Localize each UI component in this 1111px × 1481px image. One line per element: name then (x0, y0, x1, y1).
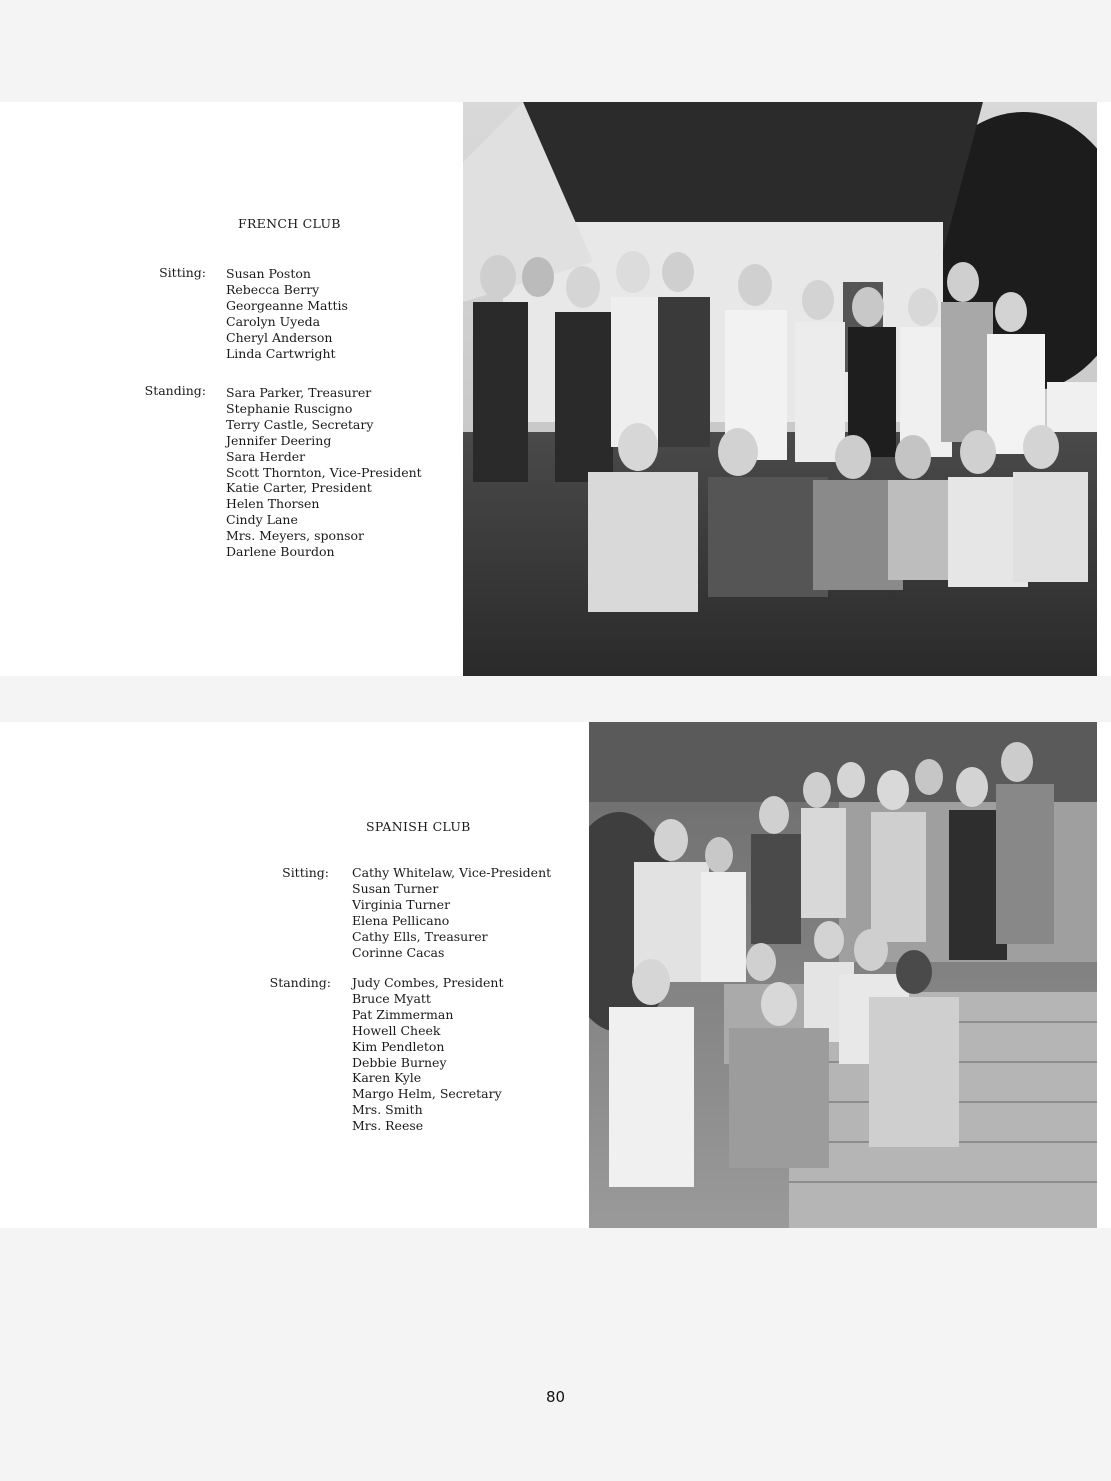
list-item: Linda Cartwright (226, 345, 336, 361)
list-item: Cheryl Anderson (226, 329, 333, 345)
list-item: Cathy Whitelaw, Vice-President (352, 865, 552, 880)
spanish-club-group-photo (589, 722, 1097, 1228)
list-item: Sara Herder (226, 448, 306, 464)
list-item: Margo Helm, Secretary (352, 1086, 502, 1102)
list-item: Howell Cheek (352, 1022, 441, 1038)
list-item: Georgeanne Mattis (226, 297, 348, 313)
list-item: Corinne Cacas (352, 944, 445, 960)
list-item: Elena Pellicano (352, 912, 450, 928)
list-item: Judy Combes, President (352, 975, 504, 990)
list-item: Susan Poston (226, 266, 311, 281)
list-item: Helen Thorsen (226, 496, 320, 512)
list-item: Susan Turner (352, 880, 439, 896)
list-item: Cathy Ells, Treasurer (352, 928, 488, 944)
spanish-standing-list (352, 975, 503, 1134)
list-item: Kim Pendleton (352, 1038, 445, 1054)
list-item: Katie Carter, President (226, 480, 372, 496)
list-item: Stephanie Ruscigno (226, 400, 353, 416)
list-item: Rebecca Berry (226, 281, 320, 297)
french-club-group-photo (463, 102, 1097, 676)
list-item: Sara Parker, Treasurer (226, 385, 372, 400)
list-item: Carolyn Uyeda (226, 313, 321, 329)
list-item: Pat Zimmerman (352, 1006, 454, 1022)
spanish-sitting-list (352, 865, 551, 960)
list-item: Darlene Bourdon (226, 544, 335, 560)
spanish-standing-label: Standing: (269, 975, 331, 990)
list-item: Scott Thornton, Vice-President (226, 464, 422, 480)
list-item: Bruce Myatt (352, 990, 431, 1006)
list-item: Mrs. Reese (352, 1118, 424, 1134)
french-standing-list (226, 385, 422, 560)
list-item: Mrs. Smith (352, 1102, 423, 1118)
list-item: Jennifer Deering (226, 432, 332, 448)
french-sitting-label: Sitting: (159, 265, 206, 280)
list-item: Karen Kyle (352, 1070, 422, 1086)
spanish-sitting-label: Sitting: (282, 865, 329, 880)
list-item: Virginia Turner (352, 896, 451, 912)
spanish-club-title: SPANISH CLUB (366, 819, 471, 834)
list-item: Debbie Burney (352, 1054, 447, 1070)
french-club-title: FRENCH CLUB (238, 216, 341, 231)
list-item: Cindy Lane (226, 512, 298, 528)
list-item: Mrs. Meyers, sponsor (226, 528, 365, 544)
page-number: 80 (545, 1388, 566, 1406)
list-item: Terry Castle, Secretary (226, 416, 374, 432)
french-sitting-list (226, 266, 348, 361)
french-standing-label: Standing: (144, 383, 206, 398)
